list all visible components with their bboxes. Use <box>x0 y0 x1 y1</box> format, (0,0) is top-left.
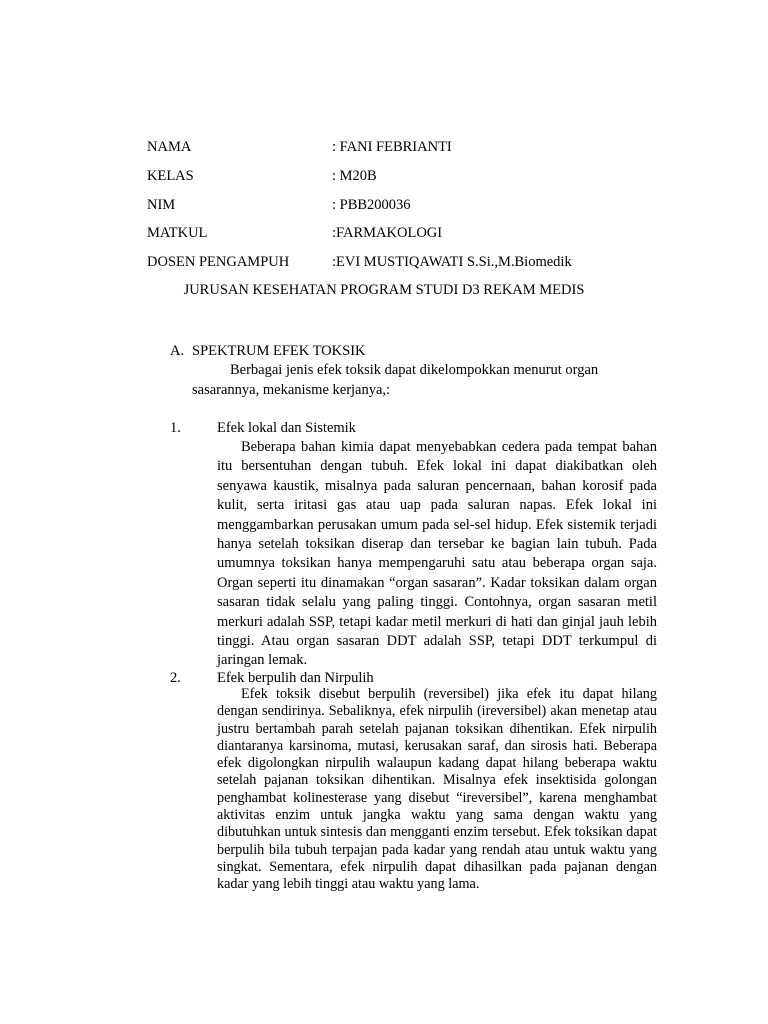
identity-value: :FARMAKOLOGI <box>332 225 443 241</box>
section-heading <box>170 343 366 360</box>
item-number: 2. <box>170 670 181 686</box>
identity-label: DOSEN PENGAMPUH <box>147 254 290 270</box>
item-title: Efek lokal dan Sistemik <box>217 420 356 436</box>
item-paragraph: Efek toksik disebut berpulih (reversibel) jika efek itu dapat hilang dengan sendirinya. Sebaliknya, efek nirpulih (ireversibel) akan menetap atau justru bertambah parah setelah pajanan toksikan dihentikan. Efek nirpulih diantaranya karsinoma, mutasi, kerusakan saraf, dan sirosis hati. Beberapa efek digolongkan nirpulih walaupun kadang dapat hilang beberapa waktu setelah pajanan toksikan dihentikan. Misalnya efek insektisida golongan penghambat kolinesterase yang disebut “ireversibel”, karena menghambat aktivitas enzim untuk jangka waktu yang sama dengan waktu yang dibutuhkan untuk sintesis dan mengganti enzim tersebut. Efek toksikan dapat berpulih bila tubuh terpajan pada kadar yang rendah atau untuk waktu yang singkat. Sementara, efek nirpulih dapat dihasilkan pada pajanan dengan kadar yang lebih tinggi atau waktu yang lama. <box>217 686 657 893</box>
identity-value: :EVI MUSTIQAWATI S.Si.,M.Biomedik <box>332 254 572 270</box>
section-intro-line: sasarannya, mekanisme kerjanya,: <box>192 382 391 398</box>
section-letter: A. <box>170 343 185 359</box>
identity-label: NIM <box>147 197 176 213</box>
section-intro <box>192 360 632 400</box>
item-number: 1. <box>170 420 181 436</box>
item-paragraph: Beberapa bahan kimia dapat menyebabkan cedera pada tempat bahan itu bersentuhan dengan tubuh. Efek lokal ini dapat diakibatkan oleh senyawa kaustik, misalnya pada saluran pencernaan, bahan korosif pada kulit, serta iritasi gas atau uap pada saluran napas. Efek lokal ini menggambarkan perusakan umum pada sel-sel hidup. Efek sistemik terjadi hanya setelah toksikan diserap dan tersebar ke bagian lain tubuh. Pada umumnya toksikan hanya mempengaruhi satu atau beberapa organ saja. Organ seperti itu dinamakan “organ sasaran”. Kadar toksikan dalam organ sasaran tidak selalu yang paling tinggi. Contohnya, organ sasaran metil merkuri adalah SSP, tetapi kadar metil merkuri di hati dan ginjal jauh lebih tinggi. Atau organ sasaran DDT adalah SSP, tetapi DDT terkumpul di jaringan lemak. <box>217 439 657 669</box>
identity-value: : M20B <box>332 168 377 184</box>
identity-value: : FANI FEBRIANTI <box>332 139 452 155</box>
section-intro-line: Berbagai jenis efek toksik dapat dikelompokkan menurut organ <box>230 362 599 378</box>
department-heading: JURUSAN KESEHATAN PROGRAM STUDI D3 REKAM MEDIS <box>183 282 585 298</box>
identity-value: : PBB200036 <box>332 197 411 213</box>
item-title: Efek berpulih dan Nirpulih <box>217 670 374 686</box>
identity-label: KELAS <box>147 168 194 184</box>
identity-label: MATKUL <box>147 225 208 241</box>
identity-label: NAMA <box>147 139 192 155</box>
section-title: SPEKTRUM EFEK TOKSIK <box>192 343 366 359</box>
